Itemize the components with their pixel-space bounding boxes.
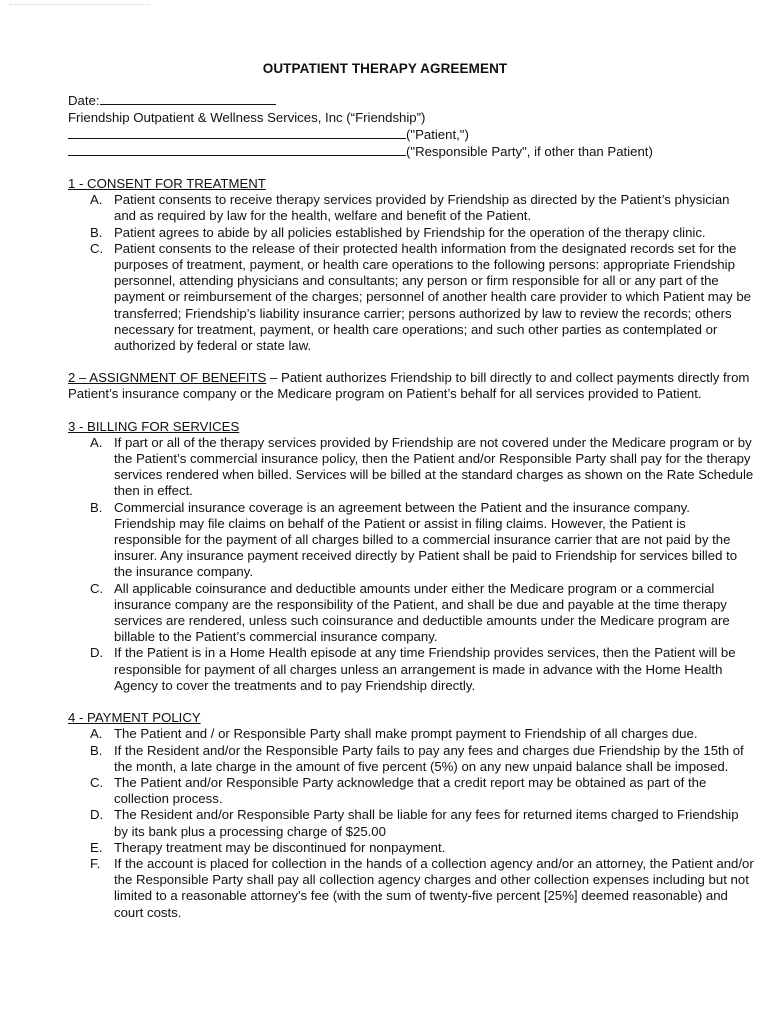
date-line [68,92,758,109]
item-marker: B. [90,224,103,240]
section-heading: 1 - CONSENT FOR TREATMENT [68,176,266,191]
section-items [68,435,754,694]
item-text: Commercial insurance coverage is an agreement between the Patient and the insurance company. Friendship may file claims on behalf of the Patient or assist in filing claims. However, the Patient is responsible for the payment of all charges billed to a commercial insurance carrier that are not paid by the insurer. Any insurance payment received directly by Patient shall be paid to Friendship for services billed to the insurance company. [114,499,738,580]
list-item [68,241,754,354]
list-item [68,581,754,646]
scan-artifact [10,4,150,11]
patient-label: ("Patient,") [406,127,469,142]
agreement-header [68,92,758,160]
document-title: OUTPATIENT THERAPY AGREEMENT [262,61,508,76]
responsible-party-line [68,143,758,160]
item-marker: A. [90,434,103,450]
agreement-body [68,176,754,937]
list-item [68,726,754,742]
section-items [68,192,754,354]
item-marker: F. [90,855,101,871]
section-text: – Patient authorizes Friendship to bill directly to and collect payments directly from Patient’s insurance company or the Medicare program on Patient’s behalf for all services provided to Patient. [68,370,750,402]
list-item [68,435,754,500]
item-text: If the Patient is in a Home Health episode at any time Friendship provides services, then the Patient will be responsible for payment of all charges unless an arrangement is made in advance with the Home Health Agency to cover the treatments and to pay Friendship directly. [114,645,736,693]
responsible-party-label: ("Responsible Party", if other than Patient) [406,144,653,159]
list-item [68,500,754,581]
item-marker: D. [90,807,104,823]
item-marker: B. [90,742,103,758]
item-marker: E. [90,839,103,855]
item-text: The Patient and/or Responsible Party acknowledge that a credit report may be obtained as part of the collection process. [114,774,707,807]
item-marker: C. [90,774,104,790]
date-blank[interactable] [100,92,276,105]
section-billing [68,419,754,694]
list-item [68,225,754,241]
item-text: Patient consents to receive therapy services provided by Friendship as directed by the Patient’s physician and as required by law for the health, welfare and benefit of the Patient. [114,192,730,224]
item-text: All applicable coinsurance and deductible amounts under either the Medicare program or a commercial insurance company are the responsibility of the Patient, and shall be due and payable at the time therapy services are rendered, unless such coinsurance and deductible amounts under the Medicare program are billable to the Patient’s commercial insurance company. [114,580,730,645]
section-consent [68,176,754,354]
patient-name-blank[interactable] [68,126,406,139]
section-heading: 2 – ASSIGNMENT OF BENEFITS [68,370,267,386]
section-payment [68,710,754,921]
section-assignment [68,370,754,402]
item-marker: C. [90,240,104,256]
item-text: Patient agrees to abide by all policies established by Friendship for the operation of the therapy clinic. [114,224,706,240]
item-text: The Resident and/or Responsible Party shall be liable for any fees for returned items charged to Friendship by its bank plus a processing charge of $25.00 [114,807,739,839]
item-text: Patient consents to the release of their protected health information from the designated records set for the purposes of treatment, payment, or health care operations to the following persons: appropriate Friendship personnel, attending physicians and consultants; any person or firm responsible for all or any part of the payment or reimbursement of the charges; personnel of another health care provider to which Patient may be transferred; Friendship’s liability insurance carrier; persons authorized by law to review the records; others necessary for treatment, payment, or health care operations; and such other parties as contemplated or authorized by federal or state law. [114,240,752,354]
item-marker: B. [90,499,103,515]
item-marker: C. [90,580,104,596]
item-marker: A. [90,726,103,742]
section-paragraph [68,370,754,402]
list-item [68,775,754,807]
item-text: The Patient and / or Responsible Party shall make prompt payment to Friendship of all charges due. [114,726,698,742]
item-marker: D. [90,645,104,661]
date-label: Date: [68,93,100,108]
section-heading: 3 - BILLING FOR SERVICES [68,418,240,434]
list-item [68,856,754,921]
item-text: Therapy treatment may be discontinued for nonpayment. [114,839,446,855]
list-item [68,743,754,775]
company-line: Friendship Outpatient & Wellness Services, Inc (“Friendship”) [68,110,426,125]
item-text: If the Resident and/or the Responsible Party fails to pay any fees and charges due Friendship by the 15th of the month, a late charge in the amount of five percent (5%) on any new unpaid balance shall be imposed. [114,742,744,774]
patient-line [68,126,758,143]
responsible-party-blank[interactable] [68,143,406,156]
list-item [68,645,754,694]
section-heading: 4 - PAYMENT POLICY [68,710,201,726]
item-text: If the account is placed for collection in the hands of a collection agency and/or an attorney, the Patient and/or the Responsible Party shall pay all collection agency charges and other collection expenses including but not limited to a reasonable attorney's fee (with the sum of twenty-five percent [25%] deemed reasonable) and court costs. [114,855,754,920]
list-item [68,192,754,224]
item-marker: A. [90,192,103,208]
item-text: If part or all of the therapy services provided by Friendship are not covered under the Medicare program or by the Patient’s commercial insurance policy, then the Patient and/or Responsible Party shall pay for the therapy services rendered when billed. Services will be billed at the standard charges as shown on the Rate Schedule then in effect. [114,434,754,499]
list-item [68,807,754,839]
section-items [68,726,754,920]
list-item [68,840,754,856]
